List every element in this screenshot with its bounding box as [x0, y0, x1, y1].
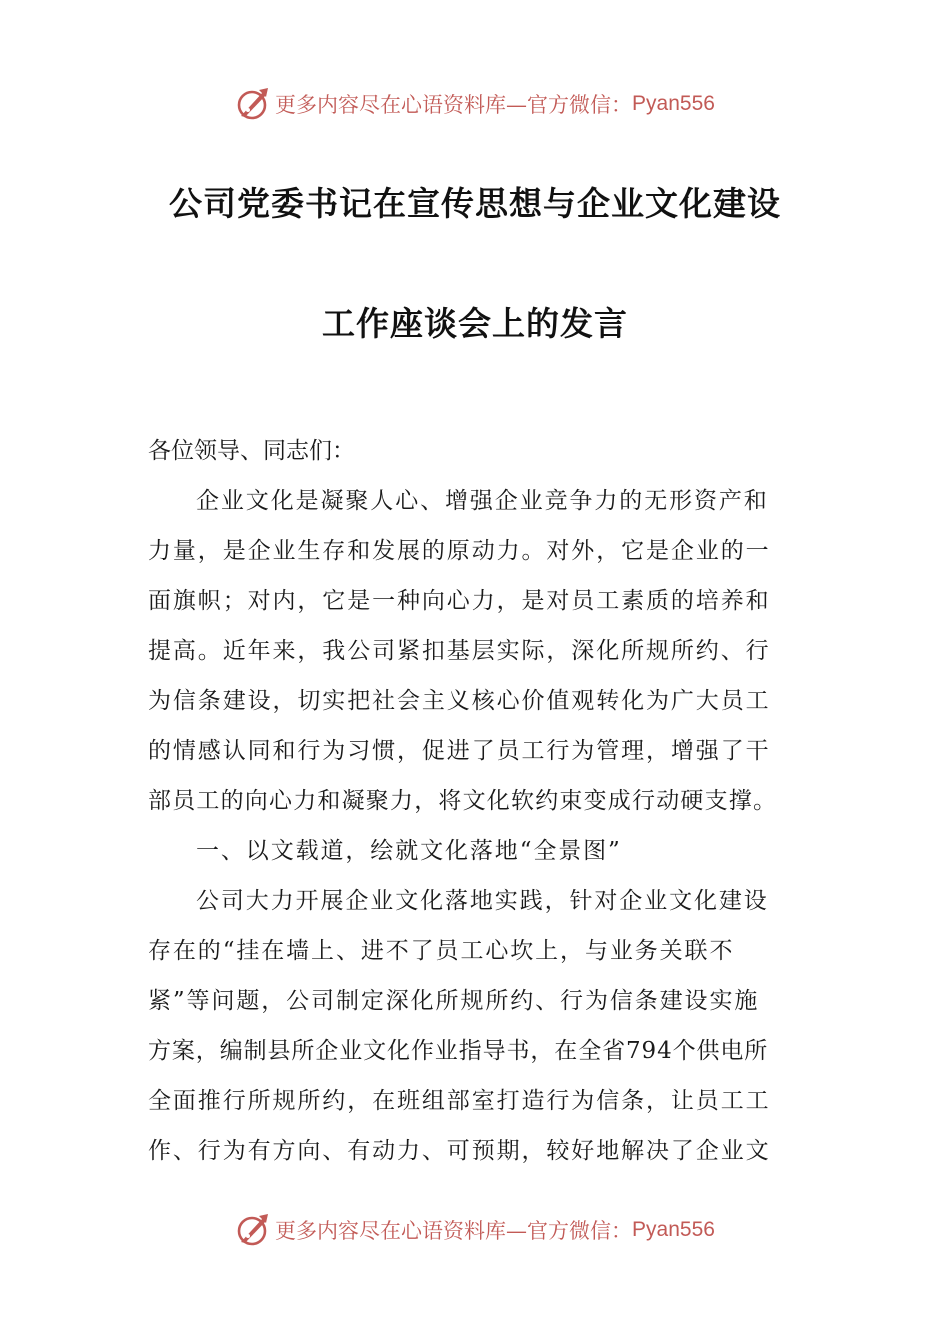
- watermark-wechat-id: Pyan556: [632, 92, 715, 115]
- quill-logo-icon: [235, 1212, 271, 1248]
- body-line: 提高。近年来，我公司紧扣基层实际，深化所规所约、行: [148, 638, 771, 664]
- body-line: 力量，是企业生存和发展的原动力。对外，它是企业的一: [148, 538, 771, 564]
- watermark-banner-top: [0, 82, 950, 126]
- body-line: 企业文化是凝聚人心、增强企业竞争力的无形资产和: [196, 488, 769, 514]
- body-line: 部员工的向心力和凝聚力，将文化软约束变成行动硬支撑。: [148, 788, 778, 814]
- watermark-wechat-id: Pyan556: [632, 1218, 715, 1241]
- quill-logo-icon: [235, 86, 271, 122]
- watermark-banner-bottom: [0, 1208, 950, 1252]
- body-line: 公司大力开展企业文化落地实践，针对企业文化建设: [196, 888, 769, 914]
- body-line: 作、行为有方向、有动力、可预期，较好地解决了企业文: [148, 1138, 771, 1164]
- body-line: 为信条建设，切实把社会主义核心价值观转化为广大员工: [148, 688, 771, 714]
- watermark-text: 更多内容尽在心语资料库—官方微信：: [275, 93, 633, 117]
- watermark-text: 更多内容尽在心语资料库—官方微信：: [275, 1219, 633, 1243]
- section-heading-1: 一、以文载道，绘就文化落地“全景图”: [196, 838, 622, 864]
- document-title-line-2: 工作座谈会上的发言: [322, 304, 628, 343]
- body-line: 紧”等问题，公司制定深化所规所约、行为信条建设实施: [148, 988, 760, 1014]
- body-line: 的情感认同和行为习惯，促进了员工行为管理，增强了干: [148, 738, 771, 764]
- body-line: 存在的“挂在墙上、进不了员工心坎上，与业务关联不: [148, 938, 735, 964]
- document-title-line-1: 公司党委书记在宣传思想与企业文化建设: [169, 184, 781, 223]
- salutation: 各位领导、同志们：: [148, 438, 355, 464]
- body-line: 方案，编制县所企业文化作业指导书，在全省794个供电所: [148, 1038, 769, 1064]
- body-line: 全面推行所规所约，在班组部室打造行为信条，让员工工: [148, 1088, 771, 1114]
- body-line: 面旗帜；对内，它是一种向心力，是对员工素质的培养和: [148, 588, 771, 614]
